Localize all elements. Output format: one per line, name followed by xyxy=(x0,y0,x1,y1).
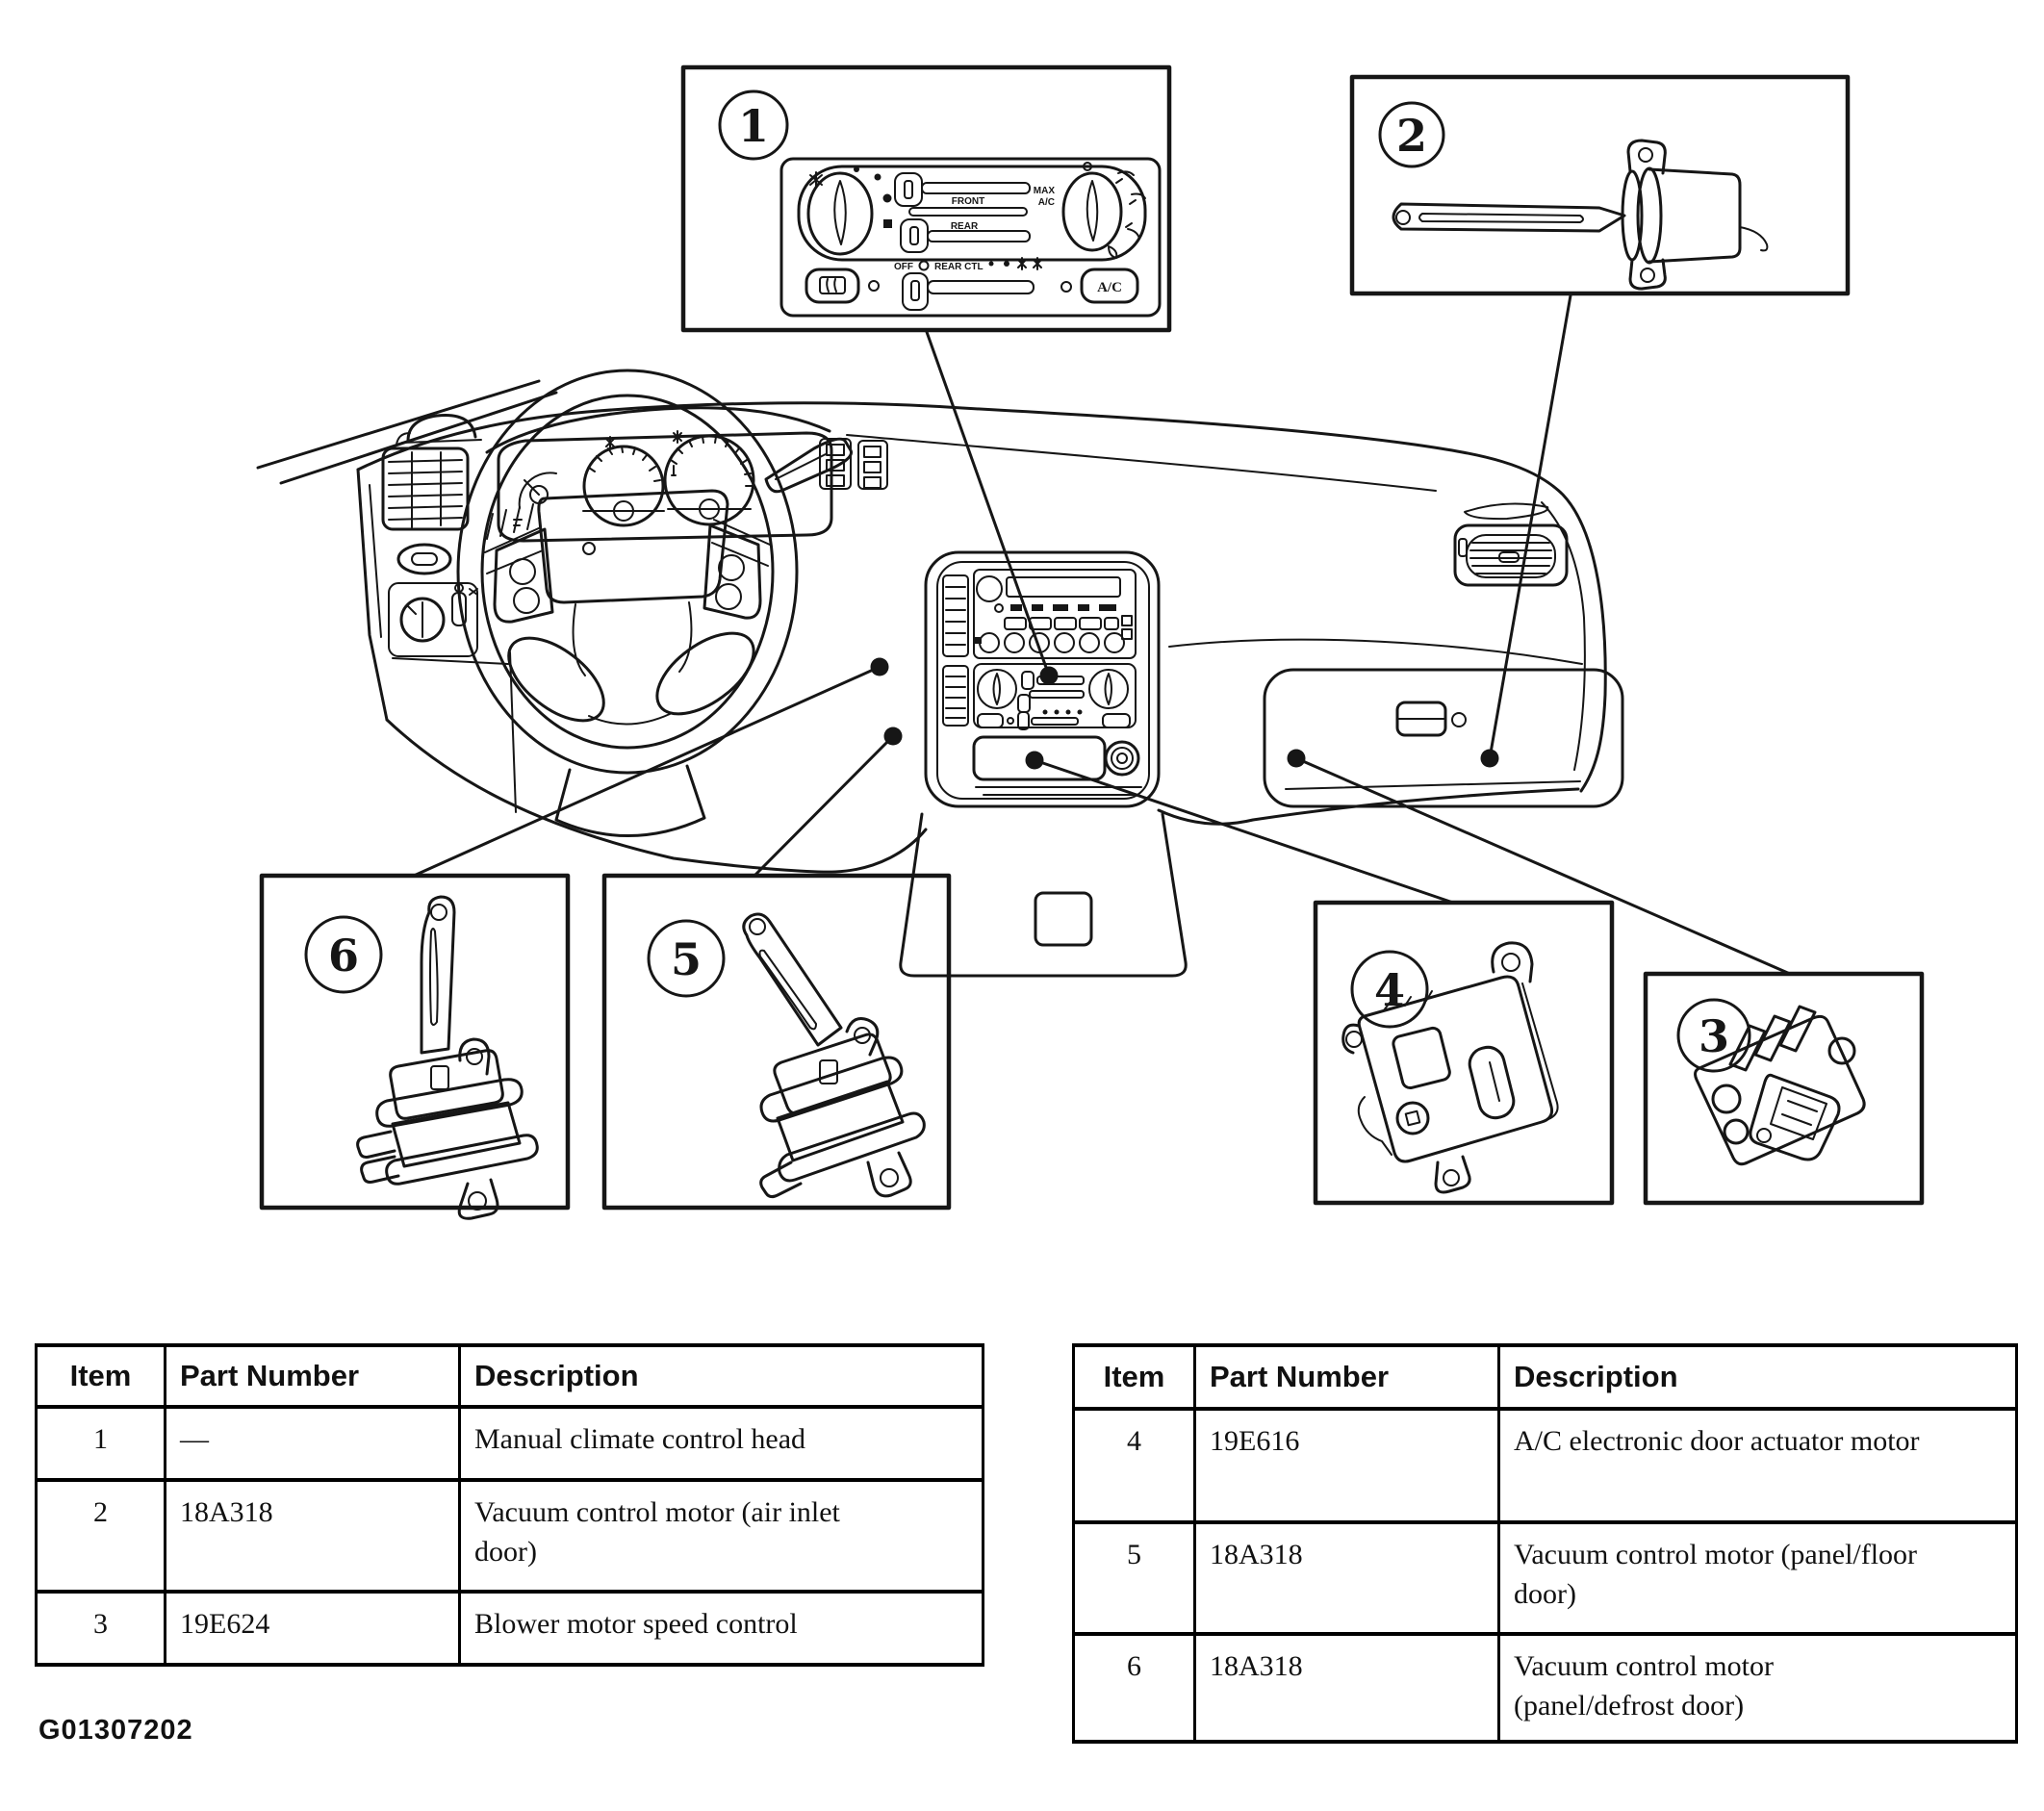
description-cell: Vacuum control motor (panel/defrost door) xyxy=(1499,1634,2017,1742)
leader-line-4 xyxy=(1035,760,1453,903)
col-header-part-number: Part Number xyxy=(1195,1345,1499,1409)
table-row xyxy=(1074,1522,2017,1634)
storage-tray xyxy=(974,737,1141,795)
col-header-part-number: Part Number xyxy=(166,1345,460,1407)
item-cell: 2 xyxy=(37,1480,166,1592)
vacuum-control-motor-panel-defrost-sketch xyxy=(358,897,538,1218)
stack-side-vents xyxy=(943,575,968,726)
table-row xyxy=(37,1480,984,1592)
callout-number-6: 6 xyxy=(327,930,360,982)
col-header-description: Description xyxy=(1499,1345,2017,1409)
callout-dot-4 xyxy=(1026,752,1044,770)
dash-top-inner-seam xyxy=(847,435,1436,491)
part-number-cell: 18A318 xyxy=(1195,1522,1499,1634)
callout-dot-2 xyxy=(1481,750,1499,768)
max-ac-label: A/C xyxy=(1037,197,1055,208)
callout-dot-3 xyxy=(1288,750,1306,768)
item-cell: 6 xyxy=(1074,1634,1195,1742)
table-row xyxy=(37,1592,984,1665)
left-air-vent-icon xyxy=(383,448,468,529)
parts-table-left xyxy=(35,1343,984,1667)
vacuum-control-motor-panel-floor-sketch xyxy=(744,914,925,1197)
leader-line-1 xyxy=(927,332,1049,676)
dash-left-inner xyxy=(370,485,381,637)
description-cell: A/C electronic door actuator motor xyxy=(1499,1409,2017,1522)
front-slider-label: FRONT xyxy=(951,196,985,207)
callout-box-5 xyxy=(604,876,949,1208)
part-number-cell: 19E616 xyxy=(1195,1409,1499,1522)
callout-number-1: 1 xyxy=(737,100,770,152)
right-air-vent-icon xyxy=(1455,525,1567,585)
ac-button-label: A/C xyxy=(1097,280,1122,295)
dimmer-oval-button xyxy=(398,545,450,574)
parts-table-right xyxy=(1072,1343,2018,1744)
part-number-cell: 19E624 xyxy=(166,1592,460,1665)
vacuum-control-motor-air-inlet-sketch xyxy=(1393,140,1767,289)
leader-line-6 xyxy=(414,667,880,876)
callout-dot-1 xyxy=(1040,667,1059,685)
radio-unit xyxy=(974,570,1136,658)
table-header-row xyxy=(1074,1345,2017,1409)
center-console xyxy=(901,814,1186,976)
leader-lines xyxy=(414,295,1790,974)
callout-number-3: 3 xyxy=(1698,1010,1730,1062)
callout-number-5: 5 xyxy=(670,933,703,985)
item-cell: 1 xyxy=(37,1407,166,1480)
item-cell: 4 xyxy=(1074,1409,1195,1522)
rear-ctl-label: REAR CTL xyxy=(934,262,984,272)
callout-dot-6 xyxy=(871,658,889,676)
callout-box-3 xyxy=(1646,974,1922,1203)
callout-number-4: 4 xyxy=(1373,964,1406,1016)
callout-number-2: 2 xyxy=(1395,110,1428,162)
rear-slider-label: REAR xyxy=(950,221,979,232)
table-row xyxy=(37,1407,984,1480)
table-row xyxy=(1074,1634,2017,1742)
left-panel-seam xyxy=(393,658,508,664)
table-row xyxy=(1074,1409,2017,1522)
callout-box-6 xyxy=(262,876,568,1218)
table-header-row xyxy=(37,1345,984,1407)
glove-panel-seam xyxy=(1169,640,1582,664)
col-header-item: Item xyxy=(37,1345,166,1407)
dash-top-edge xyxy=(358,403,1605,791)
leader-line-5 xyxy=(754,736,893,876)
description-cell: Blower motor speed control xyxy=(460,1592,984,1665)
tach-ticks xyxy=(589,446,660,481)
callout-box-4 xyxy=(1316,903,1612,1203)
figure-code: G01307202 xyxy=(38,1715,193,1746)
glove-box xyxy=(1265,670,1622,806)
dash-bottom-edge-left xyxy=(387,720,926,872)
off-label: OFF xyxy=(894,262,913,272)
part-number-cell: 18A318 xyxy=(1195,1634,1499,1742)
col-header-item: Item xyxy=(1074,1345,1195,1409)
description-cell: Vacuum control motor (panel/floor door) xyxy=(1499,1522,2017,1634)
col-header-description: Description xyxy=(460,1345,984,1407)
callout-box-1 xyxy=(683,67,1169,330)
defroster-slot xyxy=(1465,503,1547,519)
part-number-cell: — xyxy=(166,1407,460,1480)
callout-box-2 xyxy=(1352,77,1848,293)
dashboard-illustration xyxy=(258,370,1622,976)
item-cell: 5 xyxy=(1074,1522,1195,1634)
callout-dot-5 xyxy=(884,727,903,746)
part-number-cell: 18A318 xyxy=(166,1480,460,1592)
description-cell: Vacuum control motor (air inlet door) xyxy=(460,1480,984,1592)
manual-climate-control-head-sketch xyxy=(781,159,1160,316)
description-cell: Manual climate control head xyxy=(460,1407,984,1480)
max-label: MAX xyxy=(1033,186,1055,196)
item-cell: 3 xyxy=(37,1592,166,1665)
